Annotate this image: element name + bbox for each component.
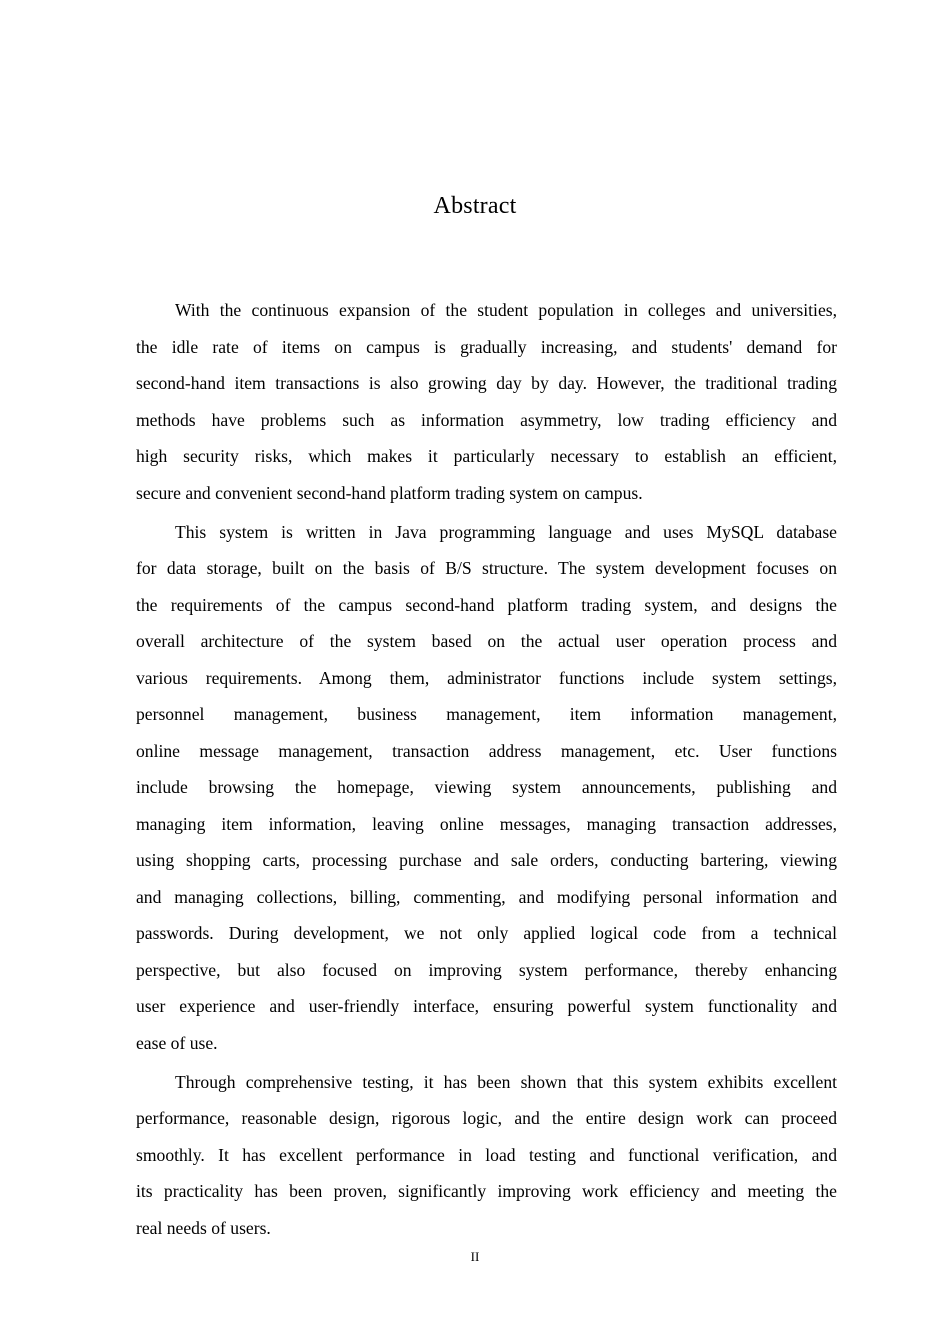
paragraph-3 [136, 1064, 837, 1247]
text-line: This system is written in Java programming language and uses MySQL database [175, 521, 837, 542]
text-line: overall architecture of the system based on the actual user operation process and [136, 631, 837, 651]
text-line: for data storage, built on the basis of B/S structure. The system development focuses on [136, 558, 837, 578]
text-line: using shopping carts, processing purchase and sale orders, conducting bartering, viewing [136, 850, 837, 870]
text-line: secure and convenient second-hand platform trading system on campus. [136, 482, 643, 503]
text-line: methods have problems such as information asymmetry, low trading efficiency and [136, 409, 837, 430]
paragraph-1 [136, 292, 837, 511]
text-line: the idle rate of items on campus is gradually increasing, and students' demand for [136, 336, 837, 357]
text-line: personnel management, business management, item information management, [136, 704, 837, 724]
text-line: With the continuous expansion of the student population in colleges and universities, [175, 300, 837, 320]
text-line: passwords. During development, we not only applied logical code from a technical [136, 923, 837, 943]
text-line: the requirements of the campus second-hand platform trading system, and designs the [136, 594, 837, 615]
page-number: II [470, 1249, 480, 1264]
text-line: real needs of users. [136, 1217, 271, 1238]
text-line: second-hand item transactions is also growing day by day. However, the traditional trading [136, 373, 837, 393]
text-line: high security risks, which makes it particularly necessary to establish an efficient, [136, 446, 837, 466]
text-line: perspective, but also focused on improving system performance, thereby enhancing [136, 959, 837, 980]
text-line: Through comprehensive testing, it has been shown that this system exhibits excellent [175, 1071, 837, 1092]
text-line: managing item information, leaving online messages, managing transaction addresses, [136, 813, 837, 834]
abstract-body [136, 292, 837, 1246]
text-line: various requirements. Among them, administrator functions include system settings, [136, 667, 837, 688]
text-line: performance, reasonable design, rigorous logic, and the entire design work can proceed [136, 1108, 837, 1128]
page-title: Abstract [433, 193, 517, 219]
text-line: ease of use. [136, 1032, 218, 1053]
text-line: smoothly. It has excellent performance in load testing and functional verification, and [136, 1144, 837, 1165]
text-line: user experience and user-friendly interface, ensuring powerful system functionality and [136, 996, 837, 1016]
text-line: include browsing the homepage, viewing system announcements, publishing and [136, 777, 837, 797]
paragraph-2 [136, 514, 837, 1062]
text-line: its practicality has been proven, significantly improving work efficiency and meeting the [136, 1181, 837, 1201]
text-line: and managing collections, billing, commenting, and modifying personal information and [136, 886, 837, 907]
text-line: online message management, transaction address management, etc. User functions [136, 740, 837, 761]
